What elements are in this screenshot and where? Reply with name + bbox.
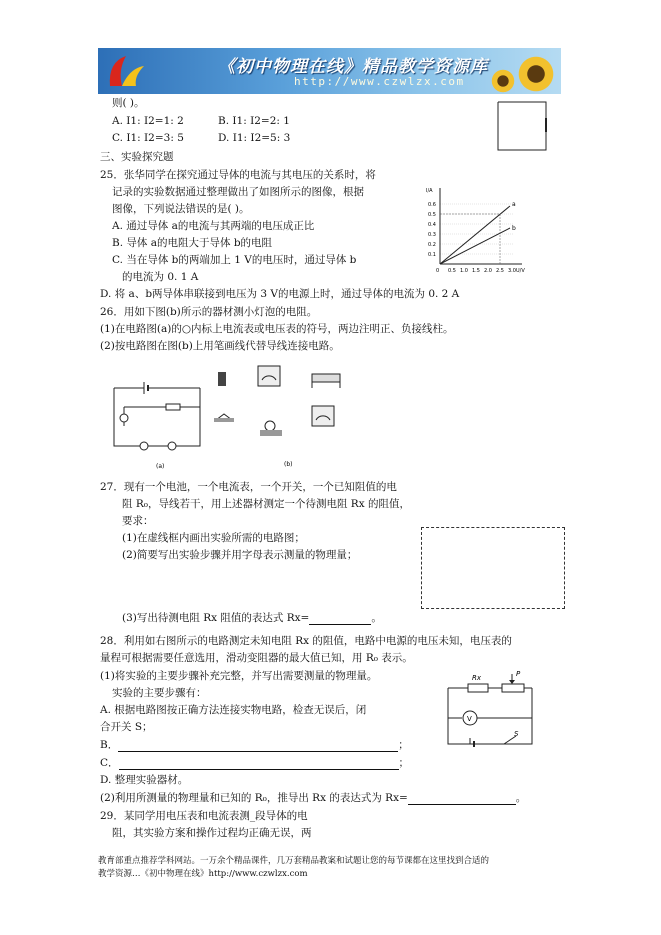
q28-step-a-cont: 合开关 S；	[100, 721, 153, 733]
answer-drawing-box[interactable]	[421, 527, 565, 609]
rheostat-icon	[312, 374, 340, 382]
q28-line: 实验的主要步骤有：	[112, 687, 207, 699]
x-tick: 1.0	[460, 268, 468, 274]
answer-blank[interactable]	[408, 793, 516, 805]
x-tick: 0.5	[448, 268, 456, 274]
q28-line: (2)利用所测量的物理量和已知的 R₀，推导出 Rx 的表达式为 Rx= 。	[100, 792, 527, 804]
q25-iu-graph	[424, 184, 530, 274]
q25-line: 图像，下列说法错误的是( )。	[112, 203, 250, 215]
figure-label: (a)	[156, 463, 165, 470]
battery-icon	[218, 372, 226, 386]
header-banner	[98, 48, 561, 94]
q29-line: 29．某同学用电压表和电流表测_段导体的电	[100, 810, 308, 822]
line-b	[440, 228, 510, 264]
voltmeter-label: V	[467, 715, 472, 723]
figure-label: (b)	[284, 461, 293, 468]
q26-circuit-a	[104, 366, 214, 472]
answer-blank[interactable]	[119, 758, 399, 770]
q24-circuit-diagram	[488, 98, 560, 156]
q28-circuit-diagram	[432, 664, 548, 754]
y-tick: 0.3	[428, 232, 436, 238]
bulb-icon	[265, 421, 275, 431]
sunflower-image	[490, 68, 516, 94]
y-tick: 0.5	[428, 212, 436, 218]
q27-line: (3)写出待测电阻 Rx 阻值的表达式 Rx= 。	[122, 612, 382, 624]
q28-line: 量程可根据需要任意选用，滑动变阻器的最大值已知，用 R₀ 表示。	[100, 652, 413, 664]
answer-blank[interactable]	[118, 740, 398, 752]
q24-stem: 则( )。	[112, 97, 145, 109]
q28-step-c: C． ；	[100, 757, 410, 769]
line-a-label: a	[512, 201, 516, 208]
x-tick: 2.5	[496, 268, 504, 274]
line-a	[440, 206, 510, 264]
q25-option-c: C. 当在导体 b的两端加上 1 V的电压时，通过导体 b	[112, 254, 357, 266]
y-tick: 0.6	[428, 202, 436, 208]
q25-line: 25．张华同学在探究通过导体的电流与其电压的关系时，将	[100, 169, 376, 181]
q24-option-d: D. I1: I2=5: 3	[218, 132, 291, 144]
q27-line: 阻 R₀，导线若干，用上述器材测定一个待测电阻 Rx 的阻值，	[122, 498, 410, 510]
q27-line: 27．现有一个电池，一个电流表，一个开关，一个已知阻值的电	[100, 481, 397, 493]
section-heading: 三、实验探究题	[100, 151, 174, 163]
q28-line: 28．利用如右图所示的电路测定未知电阻 Rx 的阻值，电路中电源的电压未知，电压表的	[100, 635, 512, 647]
q25-option-b: B. 导体 a的电阻大于导体 b的电阻	[112, 237, 273, 249]
q26-line: (2)按电路图在图(b)上用笔画线代替导线连接电路。	[100, 340, 340, 352]
switch-label: S	[514, 730, 519, 738]
q25-line: 记录的实验数据通过整理做出了如图所示的图像，根据	[112, 186, 364, 198]
q25-option-c-cont: 的电流为 0. 1 A	[122, 271, 199, 283]
page-footer	[98, 855, 489, 881]
q25-option-a: A. 通过导体 a的电流与其两端的电压成正比	[112, 220, 315, 232]
q27-line: 要求：	[122, 515, 154, 527]
x-axis-label: U/V	[516, 268, 525, 274]
q29-line: 阻，其实验方案和操作过程均正确无误，两	[112, 827, 312, 839]
y-axis-label: I/A	[426, 188, 433, 194]
banner-title: 《初中物理在线》精品教学资源库	[218, 57, 488, 77]
sunflower-image	[516, 54, 556, 94]
x-tick: 1.5	[472, 268, 480, 274]
q26-equipment-b	[210, 362, 348, 474]
y-tick: 0.4	[428, 222, 436, 228]
q24-option-c: C. I1: I2=3: 5	[112, 132, 184, 144]
answer-blank[interactable]	[309, 613, 371, 625]
q24-option-a: A. I1: I2=1: 2	[112, 115, 184, 127]
site-logo	[104, 52, 148, 90]
line-b-label: b	[512, 225, 516, 232]
footer-line: 教育部重点推荐学科网站。一万余个精品课件，几万套精品教案和试题让您的每节课都在这里找到合适的	[98, 856, 490, 866]
y-tick: 0.2	[428, 242, 436, 248]
q27-line: (1)在虚线框内画出实验所需的电路图；	[122, 532, 305, 544]
resistor-label: Rx	[472, 674, 482, 682]
q24-option-b: B. I1: I2=2: 1	[218, 115, 290, 127]
y-tick: 0.1	[428, 252, 436, 258]
q25-option-d: D. 将 a、b两导体串联接到电压为 3 V的电源上时，通过导体的电流为 0. 2 A	[100, 288, 460, 300]
q26-line: 26．用如下图(b)所示的器材测小灯泡的电阻。	[100, 306, 318, 318]
q28-step-b: B． ；	[100, 739, 409, 751]
q26-line: (1)在电路图(a)的○内标上电流表或电压表的符号，两边注明正、负接线柱。	[100, 323, 454, 335]
q28-step-d: D. 整理实验器材。	[100, 774, 189, 786]
footer-line[interactable]: 教学资源…《初中物理在线》http://www.czwlzx.com	[98, 869, 308, 879]
x-tick: 2.0	[484, 268, 492, 274]
slider-label: P	[516, 670, 521, 678]
x-tick: 0	[436, 268, 440, 274]
q27-line: (2)简要写出实验步骤并用字母表示测量的物理量；	[122, 549, 358, 561]
x-tick: 3.0	[508, 268, 516, 274]
q28-step-a: A. 根据电路图按正确方法连接实物电路，检查无误后，闭	[100, 704, 367, 716]
banner-url[interactable]: http://www.czwlzx.com	[294, 75, 465, 88]
q28-line: (1)将实验的主要步骤补充完整，并写出需要测量的物理量。	[100, 670, 378, 682]
